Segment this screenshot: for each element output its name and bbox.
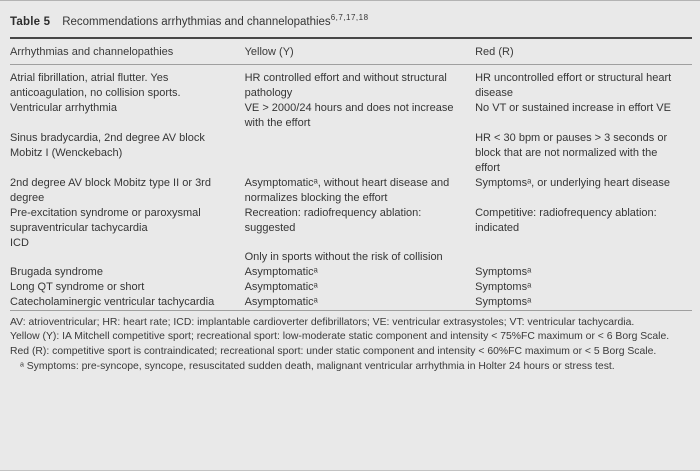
- cell-red: HR uncontrolled effort or structural heart disease: [475, 71, 672, 99]
- cell-red: Symptomsᵃ, or underlying heart disease: [475, 176, 670, 189]
- cell-yellow: Asymptomaticᵃ: [244, 295, 318, 308]
- cell-red: Symptomsᵃ: [475, 295, 532, 308]
- cell-red: Symptomsᵃ: [475, 280, 532, 293]
- cell-arrhythmia: Long QT syndrome or short: [10, 280, 145, 293]
- table-row: [10, 280, 692, 295]
- table-row: [10, 206, 692, 236]
- recommendations-table: [10, 39, 692, 310]
- cell-arrhythmia: Brugada syndrome: [10, 265, 103, 278]
- cell-red: Competitive: radiofrequency ablation: indicated: [475, 206, 657, 234]
- footnote-yellow-definition: Yellow (Y): IA Mitchell competitive sport; recreational sport: low-moderate static component and intensity < 75%FC maximum or < 6 Borg Scale.: [10, 331, 670, 343]
- table-label: Table 5: [10, 15, 51, 28]
- cell-yellow: Recreation: radiofrequency ablation: suggested: [244, 206, 422, 234]
- table-body: [10, 64, 692, 310]
- table-row: [10, 176, 692, 206]
- table-caption: [10, 8, 692, 30]
- column-header-red: Red (R): [475, 39, 692, 65]
- table-row: [10, 236, 692, 265]
- cell-yellow: HR controlled effort and without structural pathology: [244, 71, 447, 99]
- table-row: [10, 265, 692, 280]
- table-header: [10, 39, 692, 65]
- reference-superscript: 6,7,17,18: [330, 13, 369, 22]
- cell-red: HR < 30 bpm or pauses > 3 seconds or block that are not normalized with the effort: [475, 131, 668, 174]
- cell-yellow: Asymptomaticᵃ, without heart disease and normalizes blocking the effort: [244, 176, 450, 204]
- table-title: [62, 13, 369, 28]
- cell-red: [475, 236, 692, 265]
- cell-yellow: Only in sports without the risk of collision: [244, 250, 443, 263]
- cell-arrhythmia: Catecholaminergic ventricular tachycardia: [10, 295, 215, 308]
- cell-arrhythmia: 2nd degree AV block Mobitz type II or 3rd degree: [10, 176, 211, 204]
- table-row: [10, 101, 692, 131]
- cell-red: No VT or sustained increase in effort VE: [475, 101, 671, 114]
- cell-arrhythmia: Ventricular arrhythmia: [10, 101, 117, 114]
- cell-yellow: Asymptomaticᵃ: [244, 265, 318, 278]
- table-row: [10, 64, 692, 101]
- cell-yellow: VE > 2000/24 hours and does not increase with the effort: [244, 101, 454, 129]
- cell-red: Symptomsᵃ: [475, 265, 532, 278]
- cell-arrhythmia: ICD: [10, 236, 29, 249]
- column-header-arrhythmias: Arrhythmias and channelopathies: [10, 39, 245, 65]
- table-row: [10, 295, 692, 310]
- cell-yellow: [245, 131, 476, 176]
- footnotes: [10, 311, 692, 374]
- cell-arrhythmia: Sinus bradycardia, 2nd degree AV block Mobitz I (Wenckebach): [10, 131, 205, 159]
- cell-yellow: Asymptomaticᵃ: [244, 280, 318, 293]
- header-row: [10, 39, 692, 65]
- footnote-abbreviations: AV: atrioventricular; HR: heart rate; ICD: implantable cardioverter defibrillators; VE: ventricular extrasystoles; VT: ventricular tachycardia.: [10, 316, 635, 328]
- column-header-yellow: Yellow (Y): [245, 39, 476, 65]
- table-row: [10, 131, 692, 176]
- cell-arrhythmia: Pre-excitation syndrome or paroxysmal supraventricular tachycardia: [10, 206, 201, 234]
- footnote-symptoms: ᵃ Symptoms: pre-syncope, syncope, resuscitated sudden death, malignant ventricular arrhythmia in Holter 24 hours or stress test.: [20, 360, 615, 372]
- footnote-red-definition: Red (R): competitive sport is contraindicated; recreational sport: under static component and intensity < 60%FC maximum or < 5 Borg Scale.: [10, 346, 657, 358]
- table-title-text: Recommendations arrhythmias and channelopathies: [62, 15, 331, 28]
- cell-arrhythmia: Atrial fibrillation, atrial flutter. Yes anticoagulation, no collision sports.: [10, 71, 181, 99]
